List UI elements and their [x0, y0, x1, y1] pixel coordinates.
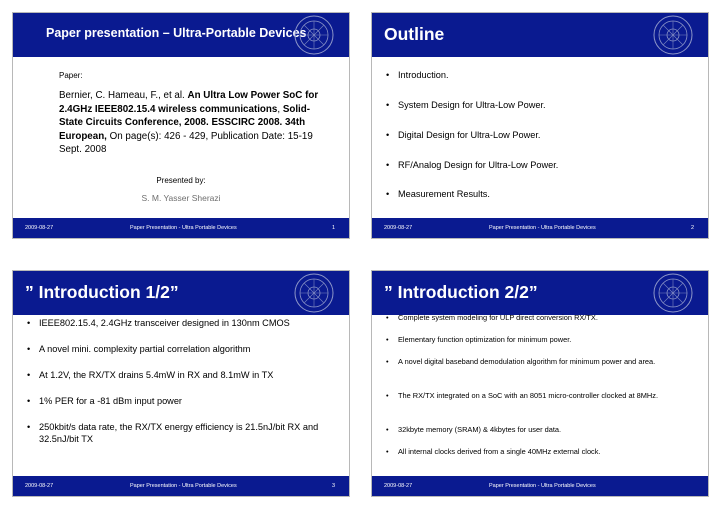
outline-bullet: • Digital Design for Ultra-Low Power. [386, 129, 540, 141]
footer-page-number: 2 [690, 225, 694, 231]
footer-date: 2009-08-27 [384, 225, 413, 231]
citation-venue: Solid-State Circuits Conference, 2008. ESSCIRC 2008. 34th European, [59, 103, 311, 142]
footer-date: 2009-08-27 [25, 483, 54, 489]
intro-bullet: • At 1.2V, the RX/TX drains 5.4mW in RX and 8.1mW in TX [27, 369, 273, 381]
slide-title: ” Introduction 1/2” [25, 282, 179, 302]
footer-date: 2009-08-27 [25, 225, 54, 231]
citation-title: An Ultra Low Power SoC for 2.4GHz IEEE802.15.4 wireless communications [59, 90, 319, 115]
outline-bullet: • Introduction. [386, 69, 449, 81]
university-seal-icon [641, 14, 705, 56]
intro-bullet: • Elementary function optimization for minimum power. [386, 335, 571, 345]
slide-footer [372, 218, 708, 238]
university-seal-icon [641, 272, 705, 314]
intro-bullet: • A novel mini. complexity partial correlation algorithm [27, 343, 250, 355]
slide-header [372, 271, 708, 315]
intro-bullet: • 32kbyte memory (SRAM) & 4kbytes for user data. [386, 425, 561, 435]
slide-footer [372, 476, 708, 496]
intro-bullet: • Complete system modeling for ULP direct conversion RX/TX. [386, 313, 598, 323]
outline-bullet: • System Design for Ultra-Low Power. [386, 99, 546, 111]
slide-title: ” Introduction 2/2” [384, 282, 538, 302]
paper-citation: Bernier, C. Hameau, F., et al. An Ultra Low Power SoC for 2.4GHz IEEE802.15.4 wireless communications, Solid-State Circuits Conference, 2008. ESSCIRC 2008. 34th European, On page(s): 426 - 429, Publication Date: 15-19 Sept. 2008 [59, 90, 319, 155]
footer-date: 2009-08-27 [384, 483, 413, 489]
slide-footer [13, 218, 349, 238]
presenter-name: S. M. Yasser Sherazi [141, 193, 221, 203]
university-seal-icon [282, 14, 346, 56]
slide-1 [12, 12, 350, 239]
paper-label: Paper: [59, 71, 83, 80]
intro-bullet: • 250kbit/s data rate, the RX/TX energy efficiency is 21.5nJ/bit RX and 32.5nJ/bit TX [27, 421, 329, 445]
slide-header [13, 13, 349, 57]
slide-header [13, 271, 349, 315]
footer-page-number: 1 [331, 225, 335, 231]
outline-bullet: • RF/Analog Design for Ultra-Low Power. [386, 159, 558, 171]
intro-bullet: • A novel digital baseband demodulation algorithm for minimum power and area. [386, 357, 683, 367]
footer-title: Paper Presentation - Ultra Portable Devices [130, 483, 237, 489]
footer-title: Paper Presentation - Ultra Portable Devices [489, 225, 596, 231]
slide-4 [371, 270, 709, 497]
presented-by-label: Presented by: [156, 176, 206, 185]
citation-pages: On page(s): 426 - 429, Publication Date: 15-19 Sept. 2008 [59, 130, 313, 155]
slide-3 [12, 270, 350, 497]
intro-bullet: • All internal clocks derived from a single 40MHz external clock. [386, 447, 601, 457]
footer-title: Paper Presentation - Ultra Portable Devices [130, 225, 237, 231]
footer-title: Paper Presentation - Ultra Portable Devices [489, 483, 596, 489]
intro-bullet: • 1% PER for a -81 dBm input power [27, 395, 182, 407]
header-title: Paper presentation – Ultra-Portable Devices [46, 26, 307, 40]
outline-bullet: • Measurement Results. [386, 188, 490, 200]
slide-footer [13, 476, 349, 496]
intro-bullet: • The RX/TX integrated on a SoC with an 8051 micro-controller clocked at 8MHz. [386, 391, 683, 401]
university-seal-icon [282, 272, 346, 314]
intro-bullet: • IEEE802.15.4, 2.4GHz transceiver designed in 130nm CMOS [27, 317, 290, 329]
slide-title: Outline [384, 24, 445, 44]
slide-header [372, 13, 708, 57]
citation-authors: Bernier, C. Hameau, F., et al. [59, 90, 185, 101]
slide-2 [371, 12, 709, 239]
footer-page-number: 3 [331, 483, 335, 489]
